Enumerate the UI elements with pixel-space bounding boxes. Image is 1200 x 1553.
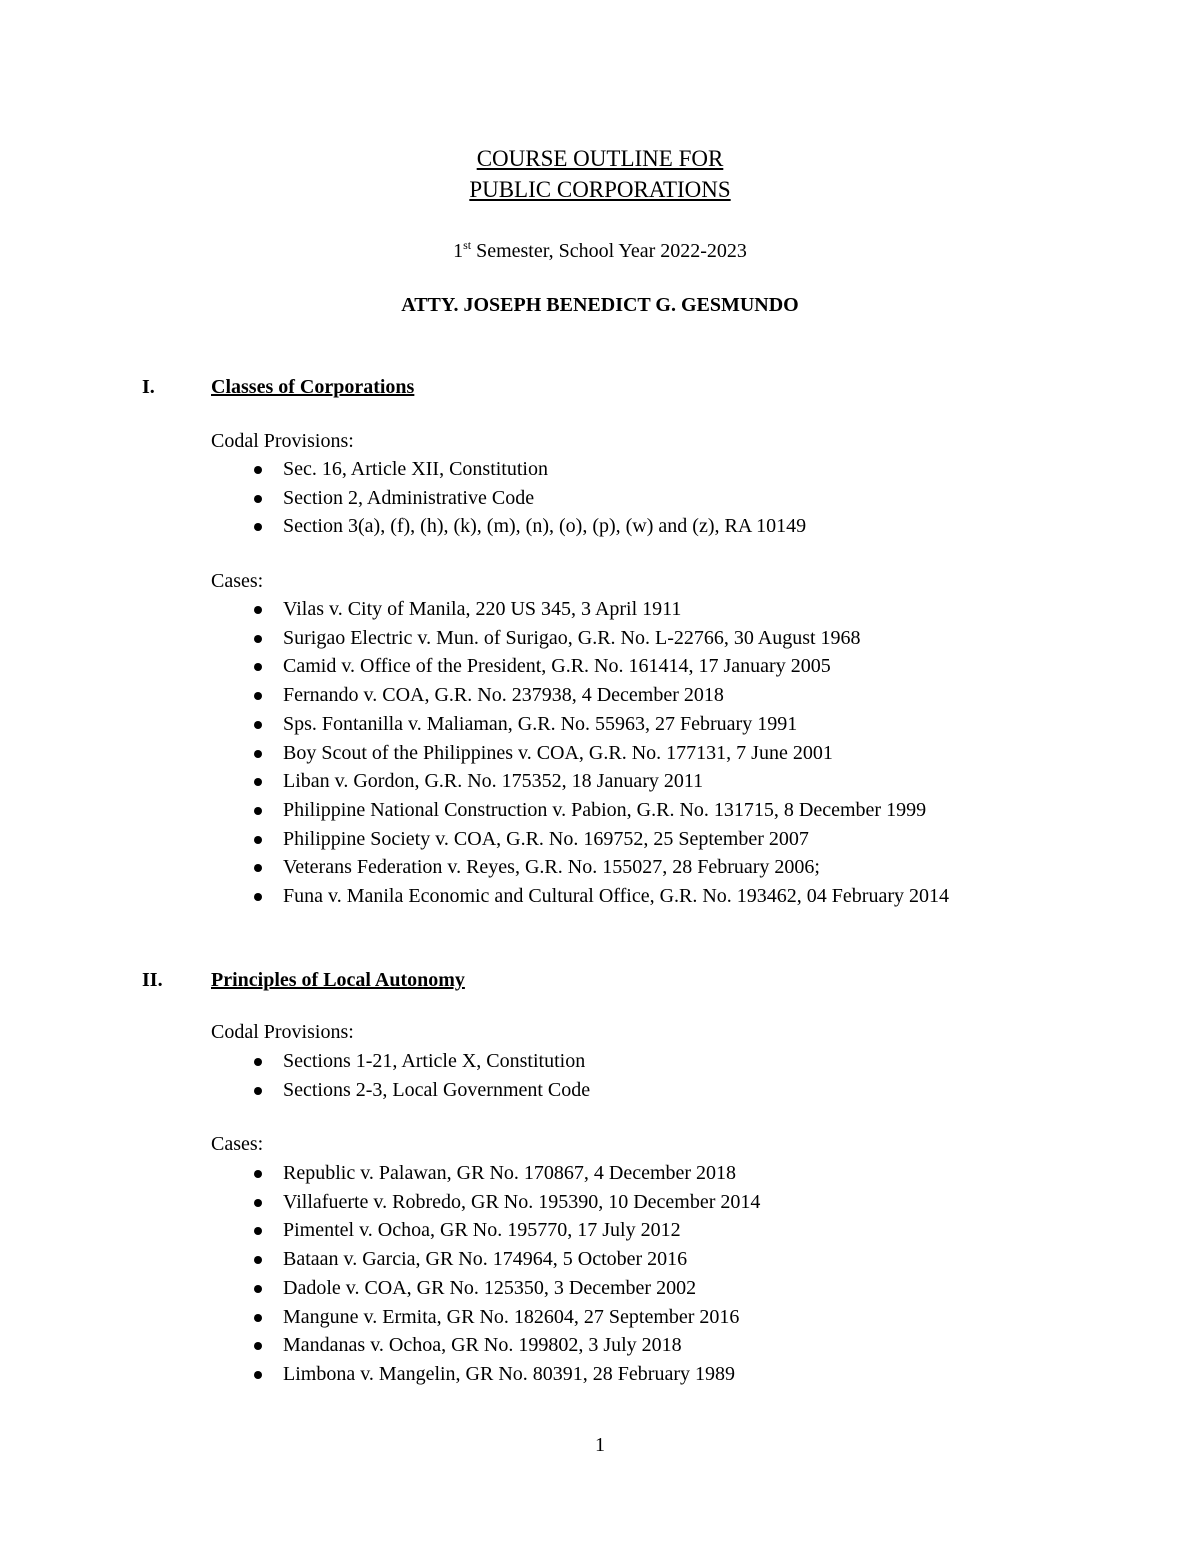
list-item: Sps. Fontanilla v. Maliaman, G.R. No. 55963, 27 February 1991 [0,710,1059,739]
list-item: Pimentel v. Ochoa, GR No. 195770, 17 July 2012 [0,1216,1059,1245]
list-item: Veterans Federation v. Reyes, G.R. No. 155027, 28 February 2006; [0,853,1059,882]
list-item: Philippine National Construction v. Pabion, G.R. No. 131715, 8 December 1999 [0,796,1059,825]
section-title: Principles of Local Autonomy [211,969,465,991]
list-item: Limbona v. Mangelin, GR No. 80391, 28 February 1989 [0,1360,1059,1389]
codal-provisions-label: Codal Provisions: [211,430,354,452]
list-item: Sec. 16, Article XII, Constitution [0,455,1059,484]
cases-label: Cases: [211,1133,264,1155]
list-item: Funa v. Manila Economic and Cultural Office, G.R. No. 193462, 04 February 2014 [0,882,1059,911]
list-item: Boy Scout of the Philippines v. COA, G.R. No. 177131, 7 June 2001 [0,739,1059,768]
list-item: Section 2, Administrative Code [0,484,1059,513]
section-title: Classes of Corporations [211,376,415,398]
document-title-line-1: COURSE OUTLINE FOR [476,146,724,171]
instructor-name: ATTY. JOSEPH BENEDICT G. GESMUNDO [401,294,799,316]
list-item: Surigao Electric v. Mun. of Surigao, G.R. No. L-22766, 30 August 1968 [0,624,1059,653]
codal-provisions-list [0,455,1059,541]
semester-number: 1 [453,240,464,262]
list-item: Liban v. Gordon, G.R. No. 175352, 18 January 2011 [0,767,1059,796]
list-item: Sections 2-3, Local Government Code [0,1076,1059,1105]
page-number: 1 [595,1434,605,1456]
cases-list [0,595,1059,911]
section-number: I. [142,376,155,398]
semester-text: Semester, School Year 2022-2023 [471,240,747,262]
list-item: Section 3(a), (f), (h), (k), (m), (n), (o), (p), (w) and (z), RA 10149 [0,512,1059,541]
list-item: Camid v. Office of the President, G.R. No. 161414, 17 January 2005 [0,652,1059,681]
list-item: Vilas v. City of Manila, 220 US 345, 3 April 1911 [0,595,1059,624]
list-item: Villafuerte v. Robredo, GR No. 195390, 10 December 2014 [0,1188,1059,1217]
list-item: Republic v. Palawan, GR No. 170867, 4 December 2018 [0,1159,1059,1188]
list-item: Fernando v. COA, G.R. No. 237938, 4 December 2018 [0,681,1059,710]
list-item: Mangune v. Ermita, GR No. 182604, 27 September 2016 [0,1303,1059,1332]
list-item: Sections 1-21, Article X, Constitution [0,1047,1059,1076]
semester-line [0,237,1200,265]
document-title-line-2: PUBLIC CORPORATIONS [469,177,731,202]
codal-provisions-label: Codal Provisions: [211,1021,354,1043]
list-item: Dadole v. COA, GR No. 125350, 3 December 2002 [0,1274,1059,1303]
cases-list [0,1159,1059,1389]
list-item: Mandanas v. Ochoa, GR No. 199802, 3 July 2018 [0,1331,1059,1360]
cases-label: Cases: [211,570,264,592]
codal-provisions-list [0,1047,1059,1104]
list-item: Philippine Society v. COA, G.R. No. 169752, 25 September 2007 [0,825,1059,854]
section-number: II. [142,969,163,991]
semester-ordinal: st [463,238,472,252]
list-item: Bataan v. Garcia, GR No. 174964, 5 October 2016 [0,1245,1059,1274]
